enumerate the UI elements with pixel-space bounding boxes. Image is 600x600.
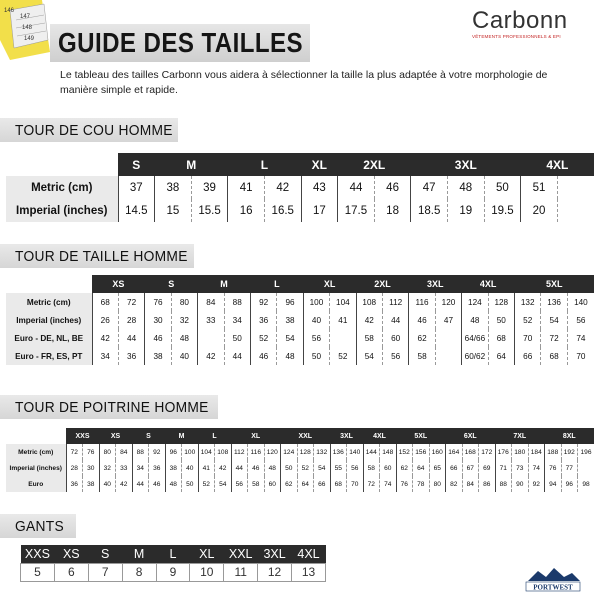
waist-value-cell: 66 (515, 347, 541, 365)
chest-value-cell: 98 (578, 476, 595, 492)
chest-value-cell: 112 (231, 444, 248, 460)
chest-value-cell: 84 (116, 444, 133, 460)
waist-value-cell: 58 (356, 329, 382, 347)
waist-value-cell: 68 (541, 347, 567, 365)
waist-value-cell: 50 (303, 347, 329, 365)
chest-metric-row (6, 444, 594, 460)
chest-value-cell: 52 (198, 476, 215, 492)
gloves-value-row (21, 563, 326, 581)
chest-value-cell: 86 (479, 476, 496, 492)
waist-value-cell: 136 (541, 293, 567, 311)
chest-value-cell: 96 (561, 476, 578, 492)
neck-value-cell (557, 199, 594, 222)
waist-value-cell (435, 347, 461, 365)
waist-value-cell: 140 (567, 293, 594, 311)
neck-value-cell: 48 (447, 176, 484, 199)
waist-value-cell: 72 (541, 329, 567, 347)
neck-imperial-row (6, 199, 594, 222)
chest-value-cell: 132 (314, 444, 331, 460)
waist-value-cell: 38 (145, 347, 171, 365)
chest-size-header: 7XL (495, 428, 545, 444)
portwest-logo-text: PORTWEST (533, 583, 573, 592)
waist-value-cell: 60/62 (462, 347, 488, 365)
gloves-size-header: XS (54, 545, 88, 563)
waist-value-cell: 52 (515, 311, 541, 329)
neck-value-cell: 42 (264, 176, 301, 199)
chest-value-cell: 152 (396, 444, 413, 460)
chest-value-cell: 56 (231, 476, 248, 492)
waist-value-cell: 88 (224, 293, 250, 311)
gloves-value-cell: 7 (88, 563, 122, 581)
chest-header-row (6, 428, 594, 444)
chest-value-cell: 184 (528, 444, 545, 460)
waist-size-header: 2XL (356, 275, 409, 293)
gloves-value-cell: 9 (156, 563, 190, 581)
chest-row-label: Euro (6, 476, 66, 492)
waist-row-label: Metric (cm) (6, 293, 92, 311)
waist-row-label: Imperial (inches) (6, 311, 92, 329)
section-waist-label: TOUR DE TAILLE HOMME (15, 247, 188, 265)
waist-value-cell: 32 (171, 311, 197, 329)
chest-value-cell: 180 (512, 444, 529, 460)
waist-value-cell: 36 (250, 311, 276, 329)
chest-value-cell: 38 (165, 460, 182, 476)
chest-value-cell: 144 (363, 444, 380, 460)
chest-row-label: Imperial (inches) (6, 460, 66, 476)
chest-value-cell: 44 (231, 460, 248, 476)
chest-value-cell: 62 (281, 476, 298, 492)
waist-size-header: XL (303, 275, 356, 293)
waist-value-cell: 64 (488, 347, 514, 365)
chest-value-cell: 82 (446, 476, 463, 492)
waist-size-header: L (250, 275, 303, 293)
gloves-size-header: XXL (224, 545, 258, 563)
waist-value-cell: 47 (435, 311, 461, 329)
gloves-value-cell: 5 (21, 563, 55, 581)
waist-value-cell: 41 (330, 311, 356, 329)
waist-metric-row (6, 293, 594, 311)
gloves-size-header: L (156, 545, 190, 563)
chest-value-cell: 64 (297, 476, 314, 492)
chest-value-cell: 88 (132, 444, 149, 460)
chest-value-cell: 64 (413, 460, 430, 476)
tape-number-1: 146 (4, 8, 15, 14)
chest-value-cell: 116 (248, 444, 265, 460)
neck-size-header: 3XL (411, 153, 521, 176)
waist-value-cell: 104 (330, 293, 356, 311)
chest-size-header: L (198, 428, 231, 444)
waist-value-cell: 56 (567, 311, 594, 329)
neck-header-row (6, 153, 594, 176)
chest-value-cell: 140 (347, 444, 364, 460)
waist-value-cell: 46 (250, 347, 276, 365)
waist-value-cell: 120 (435, 293, 461, 311)
chest-value-cell: 62 (396, 460, 413, 476)
neck-value-cell: 16 (228, 199, 265, 222)
chest-value-cell: 32 (99, 460, 116, 476)
chest-value-cell: 28 (66, 460, 83, 476)
chest-value-cell: 56 (347, 460, 364, 476)
neck-value-cell: 51 (521, 176, 558, 199)
chest-value-cell: 36 (66, 476, 83, 492)
chest-value-cell: 34 (132, 460, 149, 476)
chest-value-cell: 69 (479, 460, 496, 476)
neck-row-label: Imperial (inches) (6, 199, 118, 222)
portwest-logo (524, 565, 582, 593)
gloves-size-header: XXS (21, 545, 55, 563)
waist-value-cell: 48 (171, 329, 197, 347)
waist-value-cell: 74 (567, 329, 594, 347)
neck-value-cell: 14.5 (118, 199, 155, 222)
waist-value-cell: 100 (303, 293, 329, 311)
chest-value-cell: 33 (116, 460, 133, 476)
chest-value-cell: 46 (248, 460, 265, 476)
waist-value-cell: 64/66 (462, 329, 488, 347)
chest-value-cell: 94 (545, 476, 562, 492)
waist-value-cell: 38 (277, 311, 303, 329)
chest-value-cell: 128 (297, 444, 314, 460)
waist-value-cell: 76 (145, 293, 171, 311)
chest-size-header: XXL (281, 428, 331, 444)
brand-name: Carbonn (472, 7, 568, 34)
chest-value-cell: 46 (149, 476, 166, 492)
waist-value-cell: 128 (488, 293, 514, 311)
waist-value-cell: 60 (382, 329, 408, 347)
waist-value-cell: 124 (462, 293, 488, 311)
chest-value-cell: 74 (380, 476, 397, 492)
gloves-size-header: M (122, 545, 156, 563)
waist-value-cell (330, 329, 356, 347)
chest-value-cell: 70 (347, 476, 364, 492)
chest-value-cell: 160 (429, 444, 446, 460)
waist-size-header: 3XL (409, 275, 462, 293)
neck-metric-row (6, 176, 594, 199)
chest-value-cell: 30 (83, 460, 100, 476)
neck-size-header: XL (301, 153, 338, 176)
waist-value-cell: 44 (382, 311, 408, 329)
waist-value-cell: 54 (356, 347, 382, 365)
waist-value-cell: 26 (92, 311, 118, 329)
waist-value-cell: 96 (277, 293, 303, 311)
neck-value-cell: 46 (374, 176, 411, 199)
chest-value-cell: 124 (281, 444, 298, 460)
chest-imperial-row (6, 460, 594, 476)
chest-value-cell: 78 (413, 476, 430, 492)
brand-tagline: VÊTEMENTS PROFESSIONNELS & EPI (472, 34, 561, 39)
chest-value-cell: 38 (83, 476, 100, 492)
waist-size-header: XS (92, 275, 145, 293)
waist-value-cell (198, 329, 224, 347)
chest-value-cell: 164 (446, 444, 463, 460)
waist-value-cell: 54 (541, 311, 567, 329)
neck-value-cell: 15 (155, 199, 192, 222)
waist-euro-de-row (6, 329, 594, 347)
neck-value-cell: 38 (155, 176, 192, 199)
chest-size-header: 5XL (396, 428, 446, 444)
chest-value-cell: 92 (528, 476, 545, 492)
page-title-bar (50, 24, 310, 62)
neck-value-cell: 16.5 (264, 199, 301, 222)
chest-value-cell: 71 (495, 460, 512, 476)
waist-value-cell: 40 (171, 347, 197, 365)
chest-value-cell: 76 (83, 444, 100, 460)
neck-size-header: S (118, 153, 155, 176)
section-chest-label: TOUR DE POITRINE HOMME (15, 398, 209, 416)
chest-size-header: XL (231, 428, 281, 444)
chest-value-cell: 188 (545, 444, 562, 460)
chest-value-cell: 50 (182, 476, 199, 492)
waist-value-cell: 50 (224, 329, 250, 347)
chest-value-cell: 96 (165, 444, 182, 460)
neck-value-cell: 44 (338, 176, 375, 199)
waist-value-cell: 112 (382, 293, 408, 311)
waist-value-cell: 132 (515, 293, 541, 311)
chest-value-cell: 172 (479, 444, 496, 460)
tape-number-3: 148 (22, 25, 33, 31)
gloves-size-header: S (88, 545, 122, 563)
neck-size-header: 4XL (521, 153, 594, 176)
waist-value-cell: 52 (330, 347, 356, 365)
waist-value-cell: 40 (303, 311, 329, 329)
neck-value-cell: 43 (301, 176, 338, 199)
waist-value-cell: 50 (488, 311, 514, 329)
waist-value-cell: 46 (409, 311, 435, 329)
neck-value-cell: 50 (484, 176, 521, 199)
chest-size-header: XS (99, 428, 132, 444)
chest-value-cell: 168 (462, 444, 479, 460)
gloves-size-header: 3XL (258, 545, 292, 563)
neck-value-cell: 39 (191, 176, 228, 199)
chest-value-cell: 84 (462, 476, 479, 492)
neck-size-header: 2XL (338, 153, 411, 176)
chest-value-cell: 148 (380, 444, 397, 460)
gloves-value-cell: 12 (258, 563, 292, 581)
waist-value-cell: 80 (171, 293, 197, 311)
waist-size-header: 4XL (462, 275, 515, 293)
chest-value-cell: 66 (446, 460, 463, 476)
chest-value-cell: 60 (380, 460, 397, 476)
gloves-value-cell: 10 (190, 563, 224, 581)
chest-value-cell: 58 (248, 476, 265, 492)
chest-value-cell: 136 (330, 444, 347, 460)
chest-value-cell: 120 (264, 444, 281, 460)
brand-logo (472, 8, 584, 39)
waist-value-cell: 108 (356, 293, 382, 311)
waist-value-cell: 68 (92, 293, 118, 311)
chest-value-cell: 42 (215, 460, 232, 476)
chest-value-cell: 48 (165, 476, 182, 492)
waist-value-cell (435, 329, 461, 347)
neck-value-cell: 19 (447, 199, 484, 222)
section-neck-title (0, 118, 178, 142)
chest-size-table (6, 428, 594, 492)
neck-value-cell: 17 (301, 199, 338, 222)
neck-value-cell: 37 (118, 176, 155, 199)
chest-value-cell (578, 460, 595, 476)
neck-size-header: L (228, 153, 301, 176)
gloves-size-table (20, 545, 326, 582)
chest-value-cell: 73 (512, 460, 529, 476)
chest-value-cell: 74 (528, 460, 545, 476)
waist-imperial-row (6, 311, 594, 329)
chest-value-cell: 44 (132, 476, 149, 492)
chest-value-cell: 67 (462, 460, 479, 476)
waist-row-label: Euro - FR, ES, PT (6, 347, 92, 365)
chest-value-cell: 41 (198, 460, 215, 476)
chest-value-cell: 42 (116, 476, 133, 492)
waist-value-cell: 42 (198, 347, 224, 365)
neck-value-cell: 20 (521, 199, 558, 222)
chest-value-cell: 196 (578, 444, 595, 460)
waist-value-cell: 48 (277, 347, 303, 365)
waist-value-cell: 54 (277, 329, 303, 347)
chest-value-cell: 90 (512, 476, 529, 492)
waist-value-cell: 44 (224, 347, 250, 365)
chest-value-cell: 76 (545, 460, 562, 476)
neck-value-cell: 18 (374, 199, 411, 222)
intro-text: Le tableau des tailles Carbonn vous aidera à sélectionner la taille la plus adaptée à votre morphologie de manière simple et rapide. (60, 69, 548, 96)
chest-value-cell: 54 (314, 460, 331, 476)
waist-value-cell: 34 (92, 347, 118, 365)
chest-row-label: Metric (cm) (6, 444, 66, 460)
neck-value-cell: 41 (228, 176, 265, 199)
chest-value-cell: 48 (264, 460, 281, 476)
chest-value-cell: 66 (314, 476, 331, 492)
waist-value-cell: 58 (409, 347, 435, 365)
gloves-value-cell: 11 (224, 563, 258, 581)
section-chest-title (0, 395, 218, 419)
waist-value-cell: 42 (356, 311, 382, 329)
waist-size-table (6, 275, 594, 365)
waist-value-cell: 30 (145, 311, 171, 329)
gloves-value-cell: 8 (122, 563, 156, 581)
chest-value-cell: 72 (66, 444, 83, 460)
waist-value-cell: 48 (462, 311, 488, 329)
waist-value-cell: 70 (567, 347, 594, 365)
chest-value-cell: 176 (495, 444, 512, 460)
waist-value-cell: 116 (409, 293, 435, 311)
waist-value-cell: 36 (118, 347, 144, 365)
gloves-value-cell: 13 (292, 563, 326, 581)
neck-size-header: M (155, 153, 228, 176)
chest-size-header: 3XL (330, 428, 363, 444)
waist-value-cell: 42 (92, 329, 118, 347)
neck-value-cell: 15.5 (191, 199, 228, 222)
gloves-size-header: XL (190, 545, 224, 563)
waist-size-header: S (145, 275, 198, 293)
waist-value-cell: 92 (250, 293, 276, 311)
chest-value-cell: 80 (99, 444, 116, 460)
section-neck-label: TOUR DE COU HOMME (15, 121, 173, 139)
neck-value-cell: 47 (411, 176, 448, 199)
chest-value-cell: 60 (264, 476, 281, 492)
waist-row-label: Euro - DE, NL, BE (6, 329, 92, 347)
chest-value-cell: 68 (330, 476, 347, 492)
waist-value-cell: 28 (118, 311, 144, 329)
waist-value-cell: 70 (515, 329, 541, 347)
waist-value-cell: 62 (409, 329, 435, 347)
waist-value-cell: 44 (118, 329, 144, 347)
chest-value-cell: 40 (182, 460, 199, 476)
page-title: GUIDE DES TAILLES (58, 27, 304, 58)
neck-size-table (6, 153, 594, 222)
waist-value-cell: 52 (250, 329, 276, 347)
chest-euro-row (6, 476, 594, 492)
waist-value-cell: 72 (118, 293, 144, 311)
chest-size-header: M (165, 428, 198, 444)
chest-value-cell: 108 (215, 444, 232, 460)
chest-value-cell: 192 (561, 444, 578, 460)
chest-value-cell: 104 (198, 444, 215, 460)
chest-value-cell: 65 (429, 460, 446, 476)
gloves-header-row (21, 545, 326, 563)
chest-value-cell: 55 (330, 460, 347, 476)
waist-value-cell: 56 (303, 329, 329, 347)
waist-value-cell: 33 (198, 311, 224, 329)
waist-value-cell: 46 (145, 329, 171, 347)
chest-value-cell: 36 (149, 460, 166, 476)
chest-size-header: XXS (66, 428, 99, 444)
chest-value-cell: 88 (495, 476, 512, 492)
waist-size-header: 5XL (515, 275, 595, 293)
chest-value-cell: 40 (99, 476, 116, 492)
waist-value-cell: 84 (198, 293, 224, 311)
chest-value-cell: 58 (363, 460, 380, 476)
chest-size-header: 8XL (545, 428, 595, 444)
section-waist-title (0, 244, 194, 268)
waist-value-cell: 56 (382, 347, 408, 365)
tape-number-4: 149 (24, 36, 35, 42)
chest-value-cell: 76 (396, 476, 413, 492)
chest-size-header: 4XL (363, 428, 396, 444)
chest-value-cell: 50 (281, 460, 298, 476)
chest-value-cell: 77 (561, 460, 578, 476)
chest-value-cell: 100 (182, 444, 199, 460)
chest-value-cell: 54 (215, 476, 232, 492)
chest-size-header: 6XL (446, 428, 496, 444)
chest-value-cell: 52 (297, 460, 314, 476)
gloves-size-header: 4XL (292, 545, 326, 563)
waist-value-cell: 68 (488, 329, 514, 347)
neck-value-cell: 19.5 (484, 199, 521, 222)
section-gloves-label: GANTS (15, 517, 64, 535)
neck-value-cell (557, 176, 594, 199)
tape-number-2: 147 (20, 14, 31, 20)
chest-size-header: S (132, 428, 165, 444)
waist-size-header: M (198, 275, 251, 293)
waist-value-cell: 34 (224, 311, 250, 329)
gloves-value-cell: 6 (54, 563, 88, 581)
chest-value-cell: 80 (429, 476, 446, 492)
chest-value-cell: 72 (363, 476, 380, 492)
chest-value-cell: 156 (413, 444, 430, 460)
neck-value-cell: 18.5 (411, 199, 448, 222)
waist-euro-fr-row (6, 347, 594, 365)
neck-value-cell: 17.5 (338, 199, 375, 222)
tape-measure-icon (0, 0, 54, 60)
waist-header-row (6, 275, 594, 293)
chest-value-cell: 92 (149, 444, 166, 460)
neck-row-label: Metric (cm) (6, 176, 118, 199)
section-gloves-title (0, 514, 76, 538)
